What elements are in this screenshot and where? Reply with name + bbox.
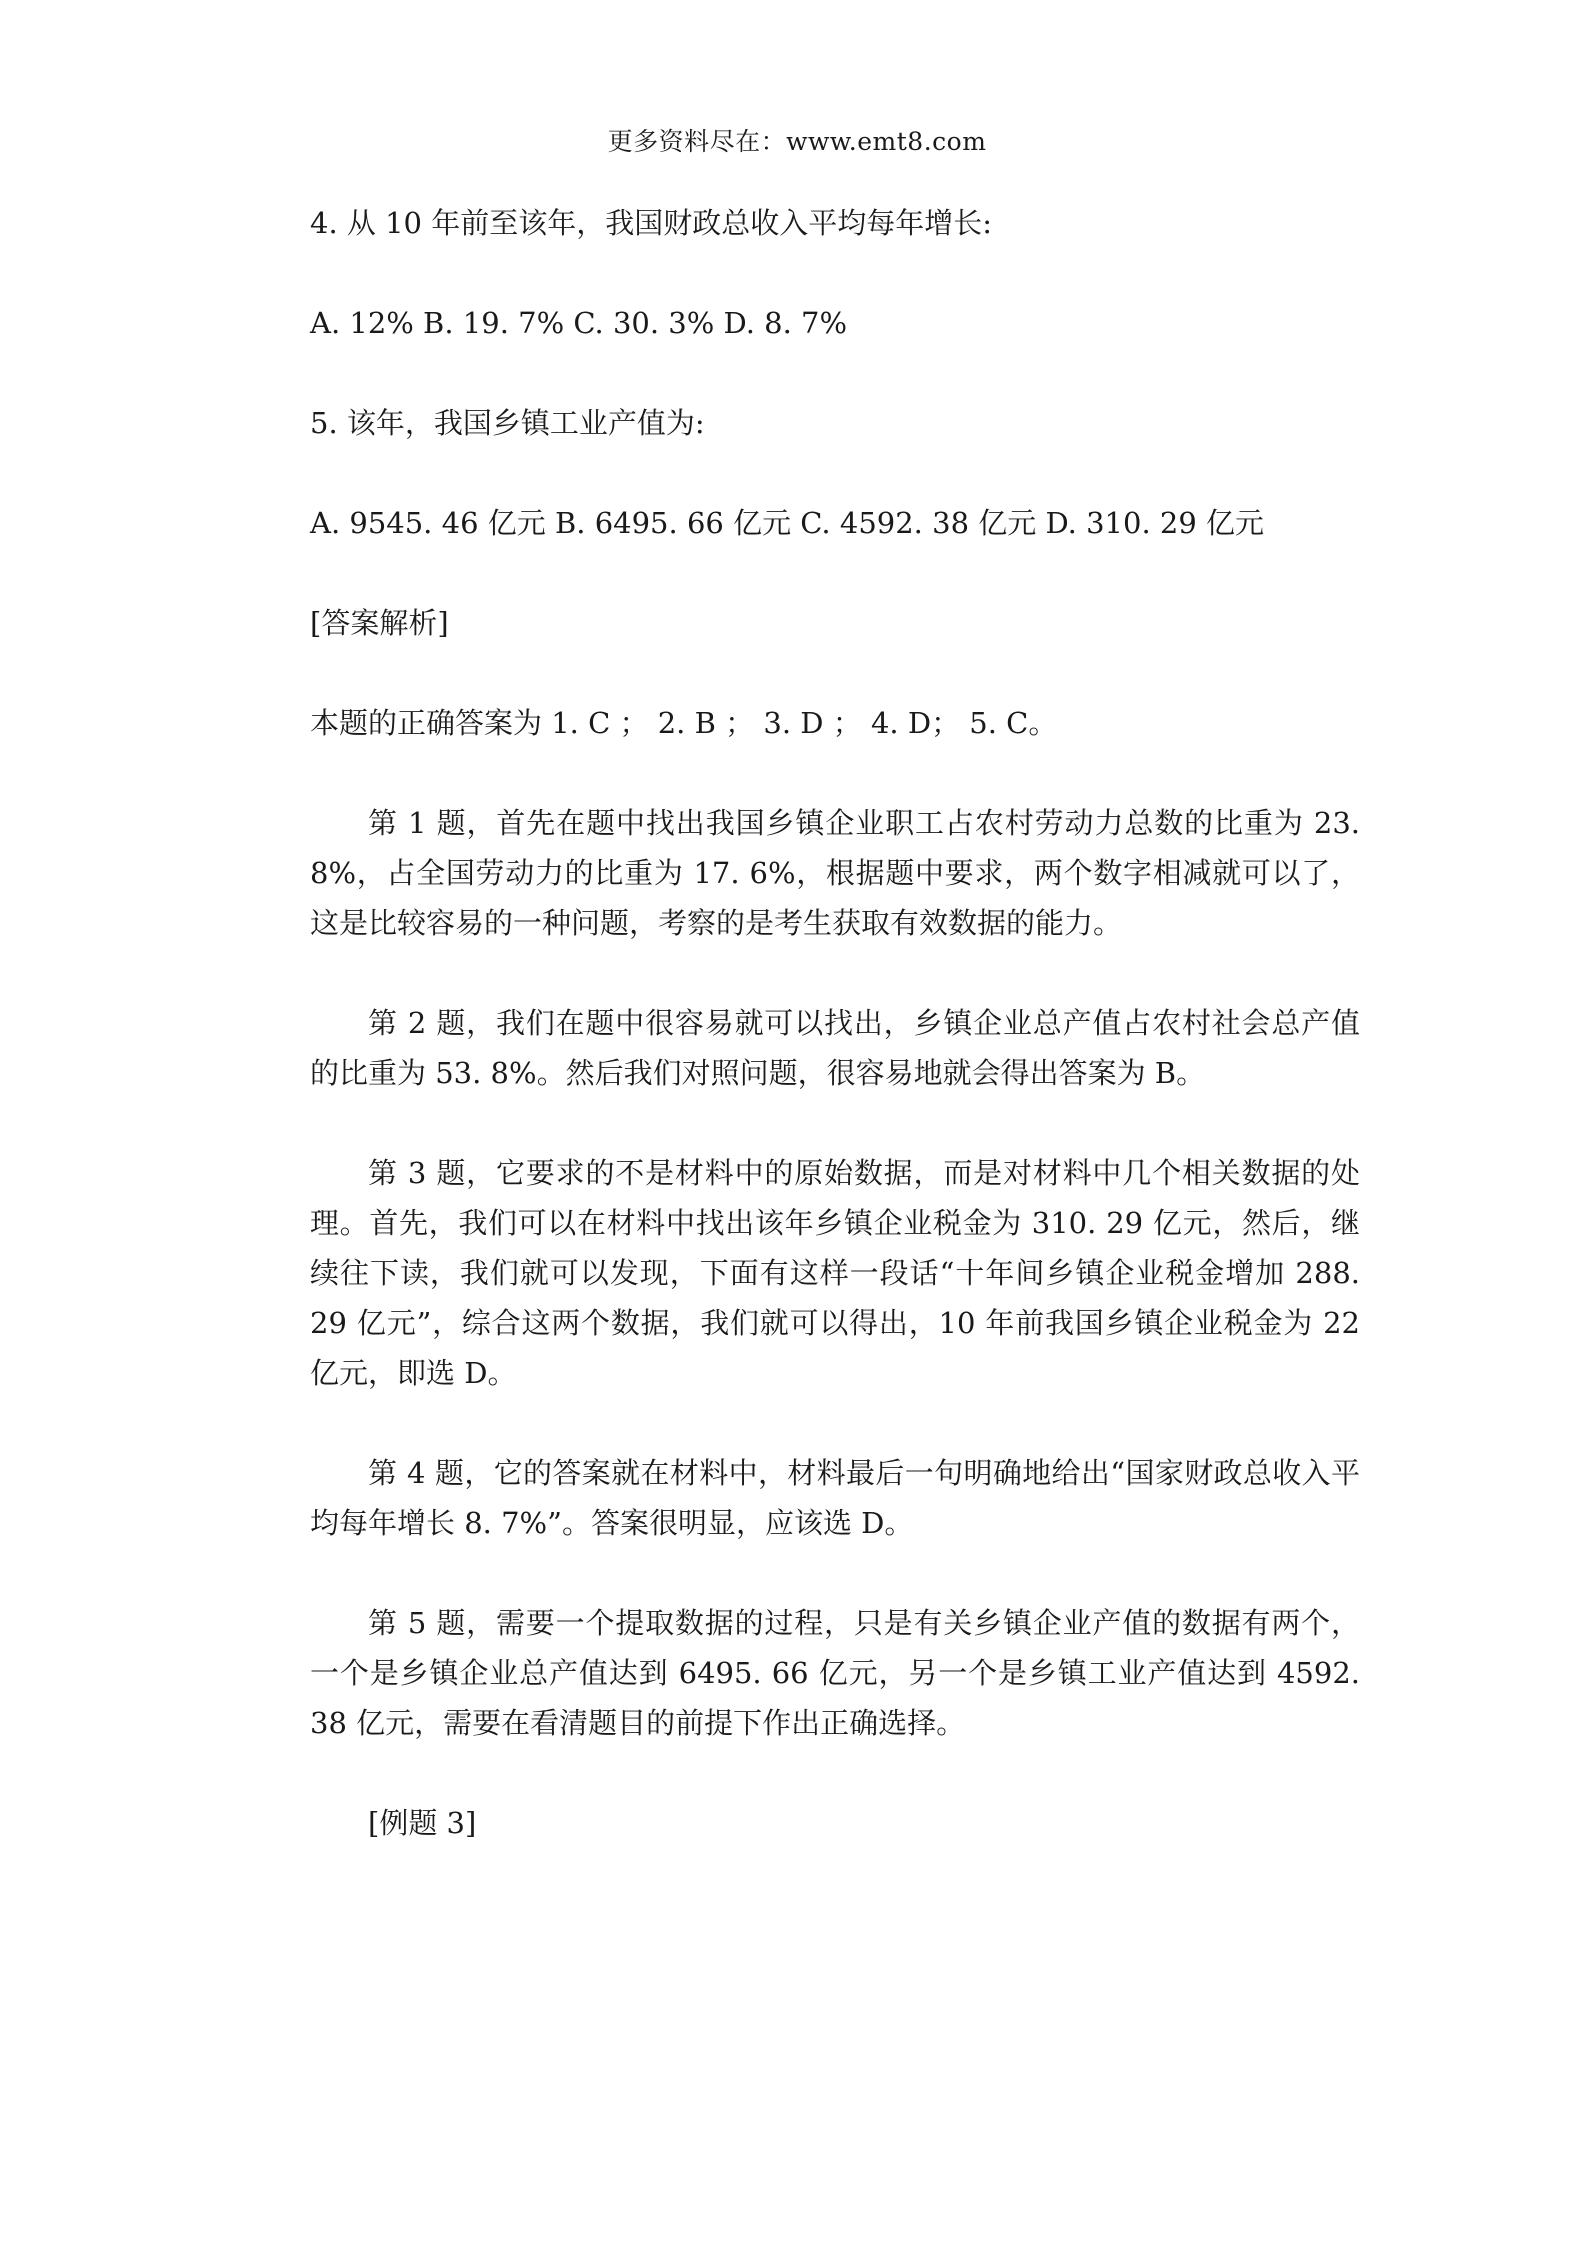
- document-body: [310, 198, 1360, 1848]
- analysis-q5: 第 5 题，需要一个提取数据的过程，只是有关乡镇企业产值的数据有两个，一个是乡镇企业总产值达到 6495. 66 亿元，另一个是乡镇工业产值达到 4592. 38 亿元，需要在看清题目的前提下作出正确选择。: [310, 1606, 1360, 1740]
- question-4-stem: 4. 从 10 年前至该年，我国财政总收入平均每年增长:: [310, 206, 992, 240]
- analysis-q3: 第 3 题，它要求的不是材料中的原始数据，而是对材料中几个相关数据的处理。首先，我们可以在材料中找出该年乡镇企业税金为 310. 29 亿元，然后，继续往下读，我们就可以发现，下面有这样一段话“十年间乡镇企业税金增加 288. 29 亿元”，综合这两个数据，我们就可以得出，10 年前我国乡镇企业税金为 22 亿元，即选 D。: [310, 1156, 1360, 1390]
- question-5-stem: 5. 该年，我国乡镇工业产值为:: [310, 406, 705, 440]
- example-3-heading: [例题 3]: [368, 1806, 477, 1840]
- analysis-q1: 第 1 题，首先在题中找出我国乡镇企业职工占农村劳动力总数的比重为 23. 8%，占全国劳动力的比重为 17. 6%，根据题中要求，两个数字相减就可以了，这是比较容易的一种问题，考察的是考生获取有效数据的能力。: [310, 806, 1360, 940]
- analysis-q2: 第 2 题，我们在题中很容易就可以找出，乡镇企业总产值占农村社会总产值的比重为 53. 8%。然后我们对照问题，很容易地就会得出答案为 B。: [310, 1006, 1360, 1090]
- answer-key: 本题的正确答案为 1. C ； 2. B ； 3. D ； 4. D； 5. C。: [310, 706, 1058, 740]
- question-5-options: A. 9545. 46 亿元 B. 6495. 66 亿元 C. 4592. 38 亿元 D. 310. 29 亿元: [310, 506, 1265, 540]
- question-4-options: A. 12% B. 19. 7% C. 30. 3% D. 8. 7%: [310, 306, 848, 340]
- page-header: 更多资料尽在：www.emt8.com: [607, 127, 987, 156]
- analysis-heading: [答案解析]: [310, 606, 449, 640]
- analysis-q4: 第 4 题，它的答案就在材料中，材料最后一句明确地给出“国家财政总收入平均每年增长 8. 7%”。答案很明显，应该选 D。: [310, 1456, 1360, 1540]
